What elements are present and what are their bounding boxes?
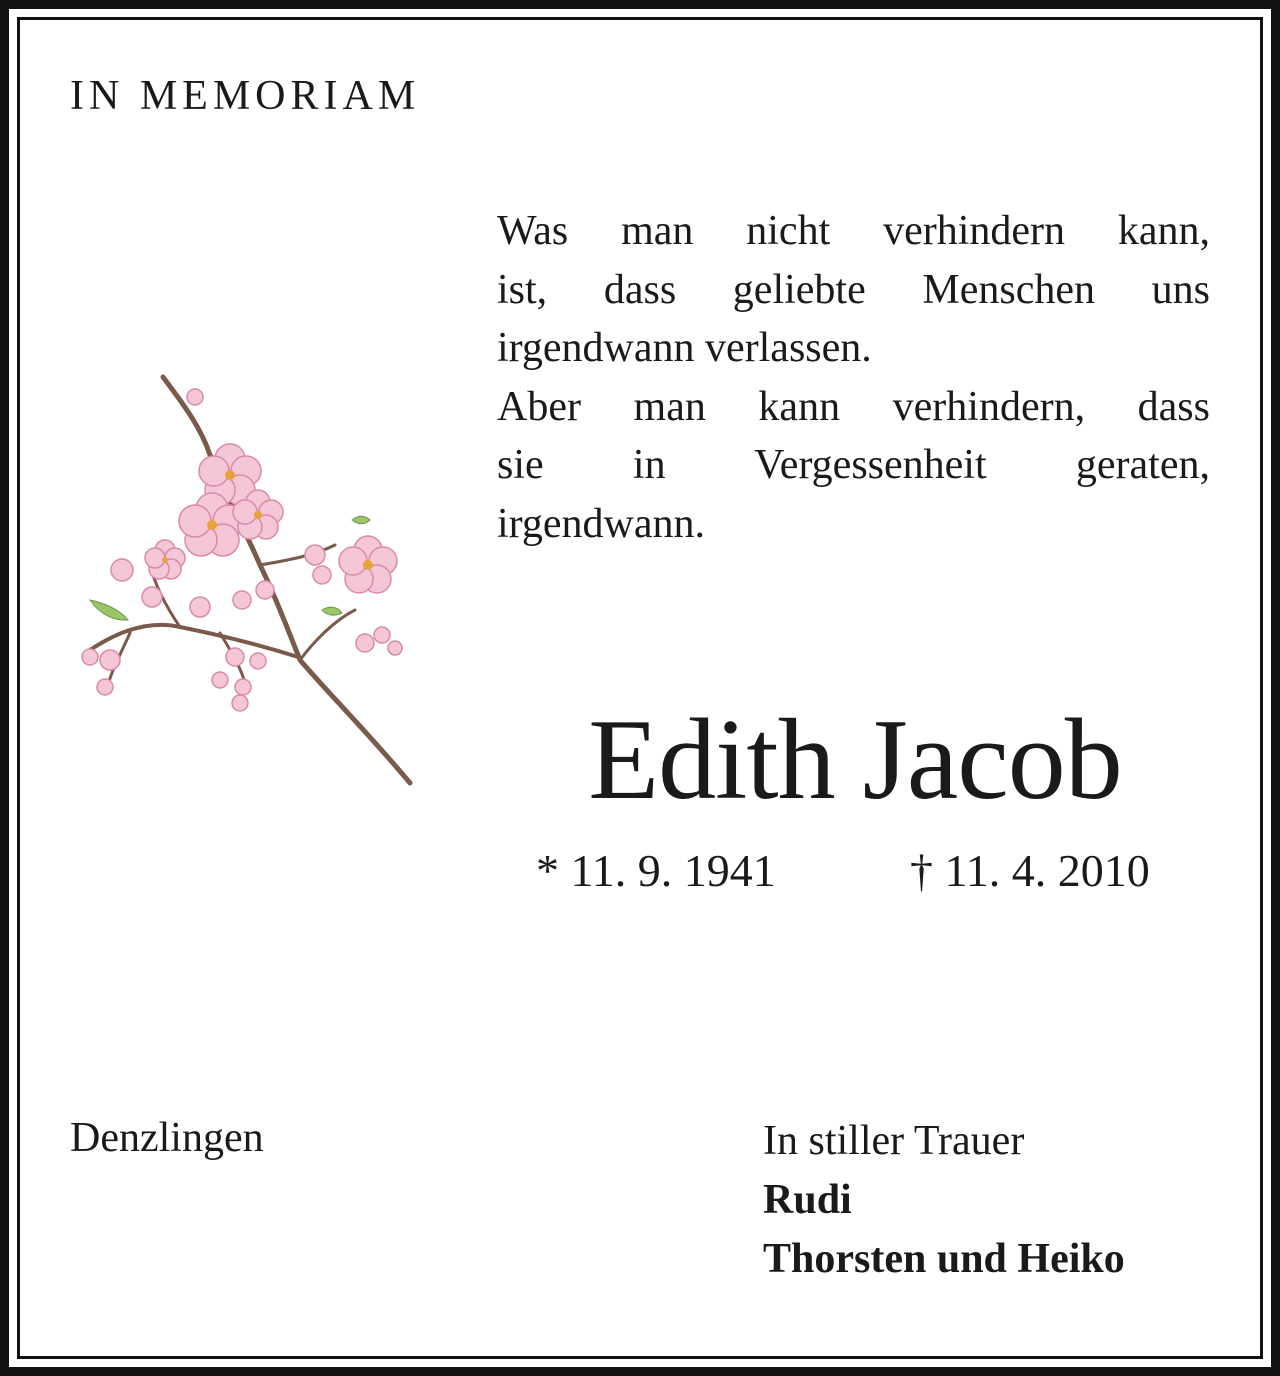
poem-line: irgendwann verlassen. — [497, 325, 872, 371]
in-memoriam-heading: IN MEMORIAM — [70, 73, 421, 119]
mourner-name: Thorsten und Heiko — [763, 1236, 1125, 1282]
poem-line: ist, dass geliebte Menschen uns — [497, 266, 1210, 313]
mourning-line: In stiller Trauer — [763, 1118, 1025, 1164]
death-date: † 11. 4. 2010 — [910, 845, 1150, 896]
cherry-blossom-icon — [60, 365, 425, 795]
place-name: Denzlingen — [70, 1115, 264, 1161]
poem-line: irgendwann. — [497, 500, 706, 547]
poem-line: sie in Vergessenheit geraten, — [497, 442, 1210, 488]
poem-line: Aber man kann verhindern, dass — [497, 383, 1210, 430]
mourner-name: Rudi — [763, 1177, 852, 1223]
poem-line: Was man nicht verhindern kann, — [497, 208, 1210, 254]
deceased-name: Edith Jacob — [588, 696, 1122, 824]
memorial-poem — [497, 202, 1210, 553]
mourners-block — [763, 1112, 1125, 1289]
birth-date: * 11. 9. 1941 — [536, 845, 776, 896]
